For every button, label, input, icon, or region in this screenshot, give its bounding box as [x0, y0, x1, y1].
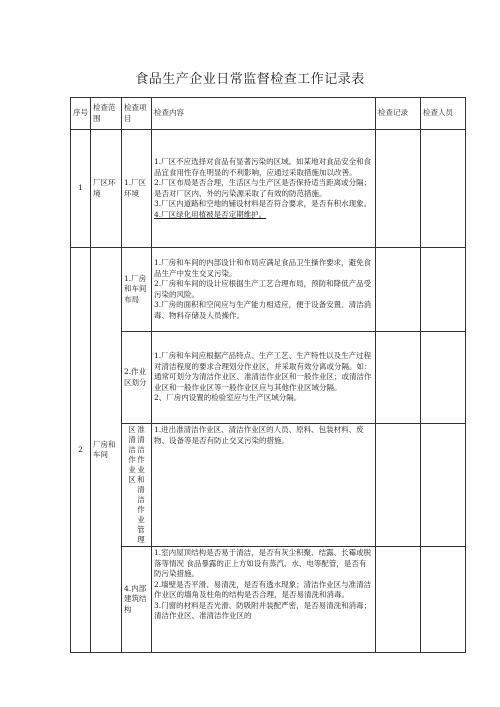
record-cell[interactable]: [376, 332, 421, 424]
content-line: 1.室内屋顶结构是否易于清洁，是否有灰尘积聚、结露、长霉或脱落等情况 食品暴露的正上方如设有蒸汽、水、电等配管，是否有防污染措施。: [154, 548, 372, 578]
table-row: [71, 332, 466, 424]
row2-sub2-content: [152, 332, 376, 424]
inspector-cell[interactable]: [421, 547, 466, 653]
table-row: [71, 248, 466, 332]
table-row: [71, 547, 466, 653]
row2-sub3-item-col1: 区清洁作业区: [128, 425, 136, 484]
content-line: 1.厂房和车间应根据产品特点、生产工艺、生产特性以及生产过程对清洁程度的要求合理划分作业区，并采取有效分离或分隔。如：通常可划分为清洁作业区、准清洁作业区和一般作业区；或清洁作业区和一般作业区等一般作业区应与其他作业区域分隔。: [154, 351, 372, 392]
inspection-record-table: [70, 97, 466, 653]
inspector-cell[interactable]: [421, 424, 466, 547]
table-row: [71, 130, 466, 248]
content-line: 2.厂房和车间的设计应根据生产工艺合理布局，预防和降低产品受污染的风险。: [154, 279, 372, 299]
header-item: 检查项目: [122, 98, 152, 130]
header-inspector: 检查人员: [421, 98, 466, 130]
record-cell[interactable]: [376, 424, 421, 547]
header-seq: 序号: [71, 98, 91, 130]
row1-content: [152, 130, 376, 248]
row2-sub3-content: [152, 424, 376, 547]
content-line: 3.门窗的材料是否光滑、防吸附并装配严密，是否易清洗和消毒；清洁作业区、准清洁作业区的: [154, 600, 372, 620]
content-line: 3.厂区内道路和空地的铺设材料是否符合要求，是否有积水现象。: [154, 199, 372, 208]
content-line: 1.厂房和车间的内部设计和布局应满足食品卫生操作要求，避免食品生产中发生交叉污染。: [154, 258, 372, 278]
record-cell[interactable]: [376, 248, 421, 332]
record-cell[interactable]: [376, 547, 421, 653]
inspector-cell[interactable]: [421, 332, 466, 424]
row2-sub4-content: [152, 547, 376, 653]
row2-sub1-item: 1.厂房和车间布局: [122, 248, 152, 332]
row1-seq: 1: [71, 130, 91, 248]
row2-sub3-item: [122, 424, 152, 547]
content-line: 2.墙壁是否平滑、易清洗，是否有透水现象；清洁作业区与准清洁作业区的墙角及柱角的结构是否合理，是否易清洗和消毒。: [154, 579, 372, 599]
content-line: 1.厂区不应选择对食品有显著污染的区域。如某地对食品安全和食品宜食用性存在明显的不利影响，应通过采取措施加以改善。: [154, 157, 372, 177]
header-scope: 检查范围: [91, 98, 122, 130]
inspector-cell[interactable]: [421, 248, 466, 332]
row2-seq: 2: [71, 248, 91, 653]
page-title: 食品生产企业日常监督检查工作记录表: [135, 72, 365, 87]
inspector-cell[interactable]: [421, 130, 466, 248]
header-record: 检查记录: [376, 98, 421, 130]
content-line: 2.厂区布局是否合理，生活区与生产区是否保持适当距离或分隔；是否对厂区内、外的污染源采取了有效的防范措施。: [154, 178, 372, 198]
content-line: 2、厂房内设置的检验室应与生产区域分隔。: [154, 393, 302, 403]
content-line: 4.厂区绿化用植被是否定期维护。: [154, 209, 267, 219]
row2-scope: 厂房和车间: [91, 248, 122, 653]
record-cell[interactable]: [376, 130, 421, 248]
row2-sub1-content: [152, 248, 376, 332]
table-row: [71, 424, 466, 547]
content-line: 3.厂房的面积和空间应与生产能力相适应，便于设备安置、清洁消毒、物料存储及人员操作。: [154, 300, 372, 320]
row2-sub2-item: 2.作业区划分: [122, 332, 152, 424]
row2-sub3-item-col2: 准清洁作业和清洁作业管理: [137, 425, 145, 544]
row1-scope: 厂区环境: [91, 130, 122, 248]
row1-item: 1.厂区环境: [122, 130, 152, 248]
header-row: [71, 98, 466, 130]
row2-sub4-item: 4.内部建筑结构: [122, 547, 152, 653]
header-content: 检查内容: [152, 98, 376, 130]
content-line: 1.进出准清洁作业区、清洁作业区的人员、原料、包装材料、废物、设备等是否有防止交叉污染的措施。: [154, 425, 364, 445]
